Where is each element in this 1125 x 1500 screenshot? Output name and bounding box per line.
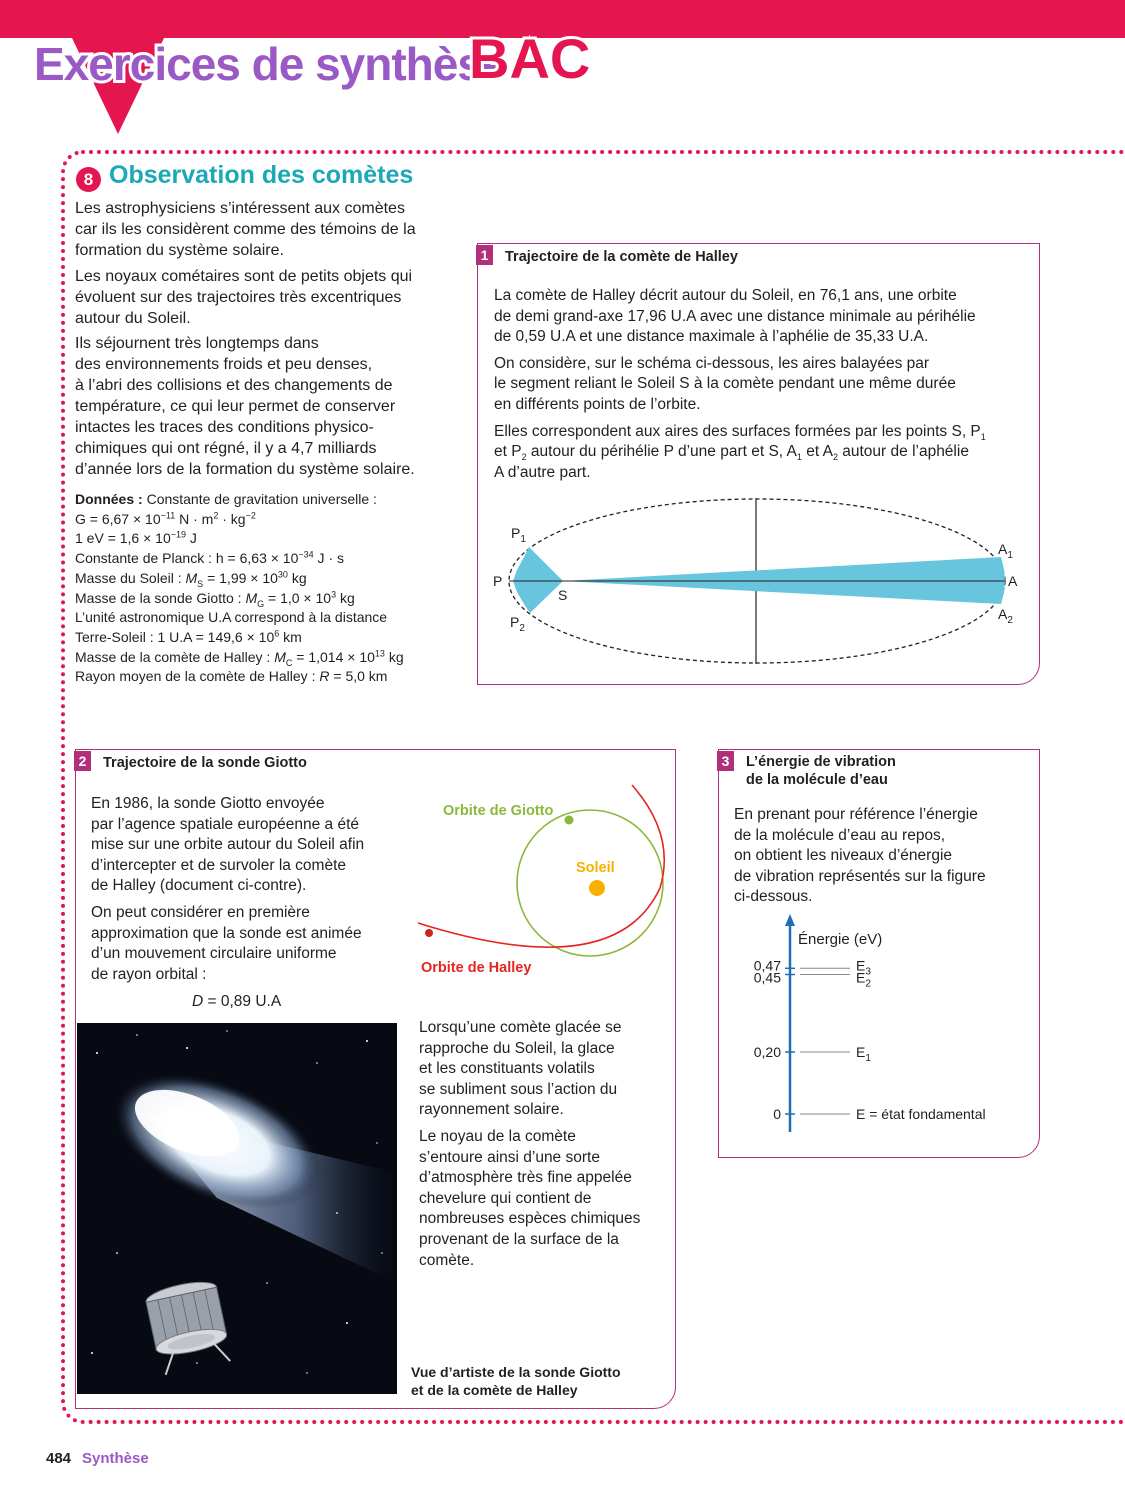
energy-level-name: $E_3$ (856, 957, 871, 978)
giotto-orbit-diagram (400, 780, 675, 980)
energy-value-label: 0,20 (753, 1044, 781, 1060)
label-a: A (1008, 573, 1018, 589)
intro-paragraph-2: Les noyaux cométaires sont de petits objets qui évoluent sur des trajectoires très excentriques autour du Soleil. (75, 268, 413, 327)
perihelion-area (513, 547, 563, 613)
energy-value-label: 0,45 (753, 969, 781, 986)
halley-position (425, 929, 433, 937)
energy-levels (754, 957, 986, 1122)
label-p1: $P_1$ (511, 525, 526, 545)
label-s: S (558, 587, 568, 603)
doc1-text: La comète de Halley décrit autour du Soleil, en 76,1 ans, une orbite de demi grand-axe 17,96 U.A avec une distance minimale au périhélie de 0,59 U.A et une distance maximale à l’aphélie de 35,33 U.A. On considère, sur le schéma ci-dessous, les aires balayées par le segment reliant le Soleil S à la comète pendant une même durée en différents points de l’orbite. Elles correspondent aux aires des surfaces formées par les points S, $P_1$ et $P_2$ autour du périhélie P d’une part et S, $A_1$ et $A_2$ autour de l’aphélie A d’autre part. (494, 287, 986, 481)
halley-orbit-diagram (477, 490, 1037, 680)
energy-value-label: 0,47 (753, 957, 781, 974)
doc3-text: En prenant pour référence l’énergie de la molécule d’eau au repos, on obtient les niveaux d’énergie de vibration représentés sur la figure ci-dessous. (734, 806, 986, 906)
energy-axis-arrow (785, 914, 795, 926)
energy-level-name: $E_2$ (856, 969, 871, 990)
label-p2: $P_2$ (510, 614, 525, 634)
doc1-number: 1 (476, 245, 493, 265)
doc3-title: L’énergie de vibration de la molécule d’eau (746, 754, 896, 788)
sun-icon (589, 880, 605, 896)
label-sun: Soleil (576, 860, 615, 876)
label-a1: $A_1$ (998, 541, 1013, 561)
energy-value-label: 0 (773, 1106, 781, 1122)
data-list: Données : Constante de gravitation universelle : $G = 6,67 \times 10^{-11}$ $N \cdot m^2 \cdot kg^{-2}$ 1 eV = $1,6 \times 10^{-19}$ J Constante de Planck : $h = 6,63 \times 10^{-34}$ J · s Masse du Soleil : $M_S = 1,99 \times 10^{30}$ kg Masse de la sonde Giotto : $M_G = 1,0 \times 10^3$ kg L’unité astronomique U.A correspond à la distance Terre-Soleil : 1 $U.A = 149,6 \times 10^6$ km Masse de la comète de Halley : $M_C = 1,014 \times 10^{13}$ kg Rayon moyen de la comète de Halley : R = 5,0 km (75, 491, 404, 685)
intro-paragraph-1: Les astrophysiciens s’intéressent aux comètes car ils les considèrent comme des témoins de la formation du système solaire. (75, 200, 416, 259)
doc2-number: 2 (74, 751, 91, 771)
label-orbit-giotto: Orbite de Giotto (443, 803, 554, 819)
giotto-position (565, 816, 574, 825)
label-a2: $A_2$ (998, 606, 1013, 626)
energy-diagram (718, 910, 1038, 1140)
doc3-number: 3 (717, 751, 734, 771)
exercise-number: 8 (76, 167, 101, 192)
page-number: 484 (46, 1450, 72, 1467)
giotto-comet-artwork (77, 1023, 397, 1394)
orbital-radius-formula: D = 0,89 U.A (192, 993, 282, 1010)
title-badge: BAC (469, 27, 591, 90)
page-title (0, 0, 620, 100)
artwork-caption: Vue d’artiste de la sonde Giotto et de la comète de Halley (411, 1364, 621, 1398)
giotto-orbit (517, 810, 663, 956)
intro-paragraph-3: Ils séjournent très longtemps dans des environnements froids et peu denses, à l’abri des collisions et des changements de température, ce qui leur permet de conserver intactes les traces des conditions physico- chimiques qui ont régné, il y a 4,7 milliards d’année lors de la formation du système solaire. (75, 335, 415, 478)
label-p: P (493, 573, 503, 589)
section-name: Synthèse (82, 1450, 149, 1467)
doc2-text: En 1986, la sonde Giotto envoyée par l’agence spatiale européenne a été mise sur une orbite autour du Soleil afin d’intercepter et de survoler la comète de Halley (document ci-contre). On peut considérer en première approximation que la sonde est animée d’un mouvement circulaire uniforme de rayon orbital : (91, 795, 365, 983)
doc2-title: Trajectoire de la sonde Giotto (103, 755, 307, 771)
doc1-title: Trajectoire de la comète de Halley (505, 249, 738, 265)
label-orbit-halley: Orbite de Halley (421, 960, 532, 976)
energy-axis-label: Énergie (eV) (798, 931, 883, 948)
exercise-title: Observation des comètes (109, 161, 414, 189)
title-main: Exercices de synthèse (34, 38, 507, 90)
energy-level-name: $E_1$ (856, 1044, 871, 1064)
energy-level-name: E = état fondamental (856, 1106, 986, 1122)
doc2-text-right: Lorsqu’une comète glacée se rapproche du Soleil, la glace et les constituants volatils se subliment sous l’action du rayonnement solaire. Le noyau de la comète s’entoure ainsi d’une sorte d’atmosphère très fine appelée chevelure qui contient de nombreuses espèces chimiques provenant de la surface de la comète. (419, 1019, 641, 1269)
